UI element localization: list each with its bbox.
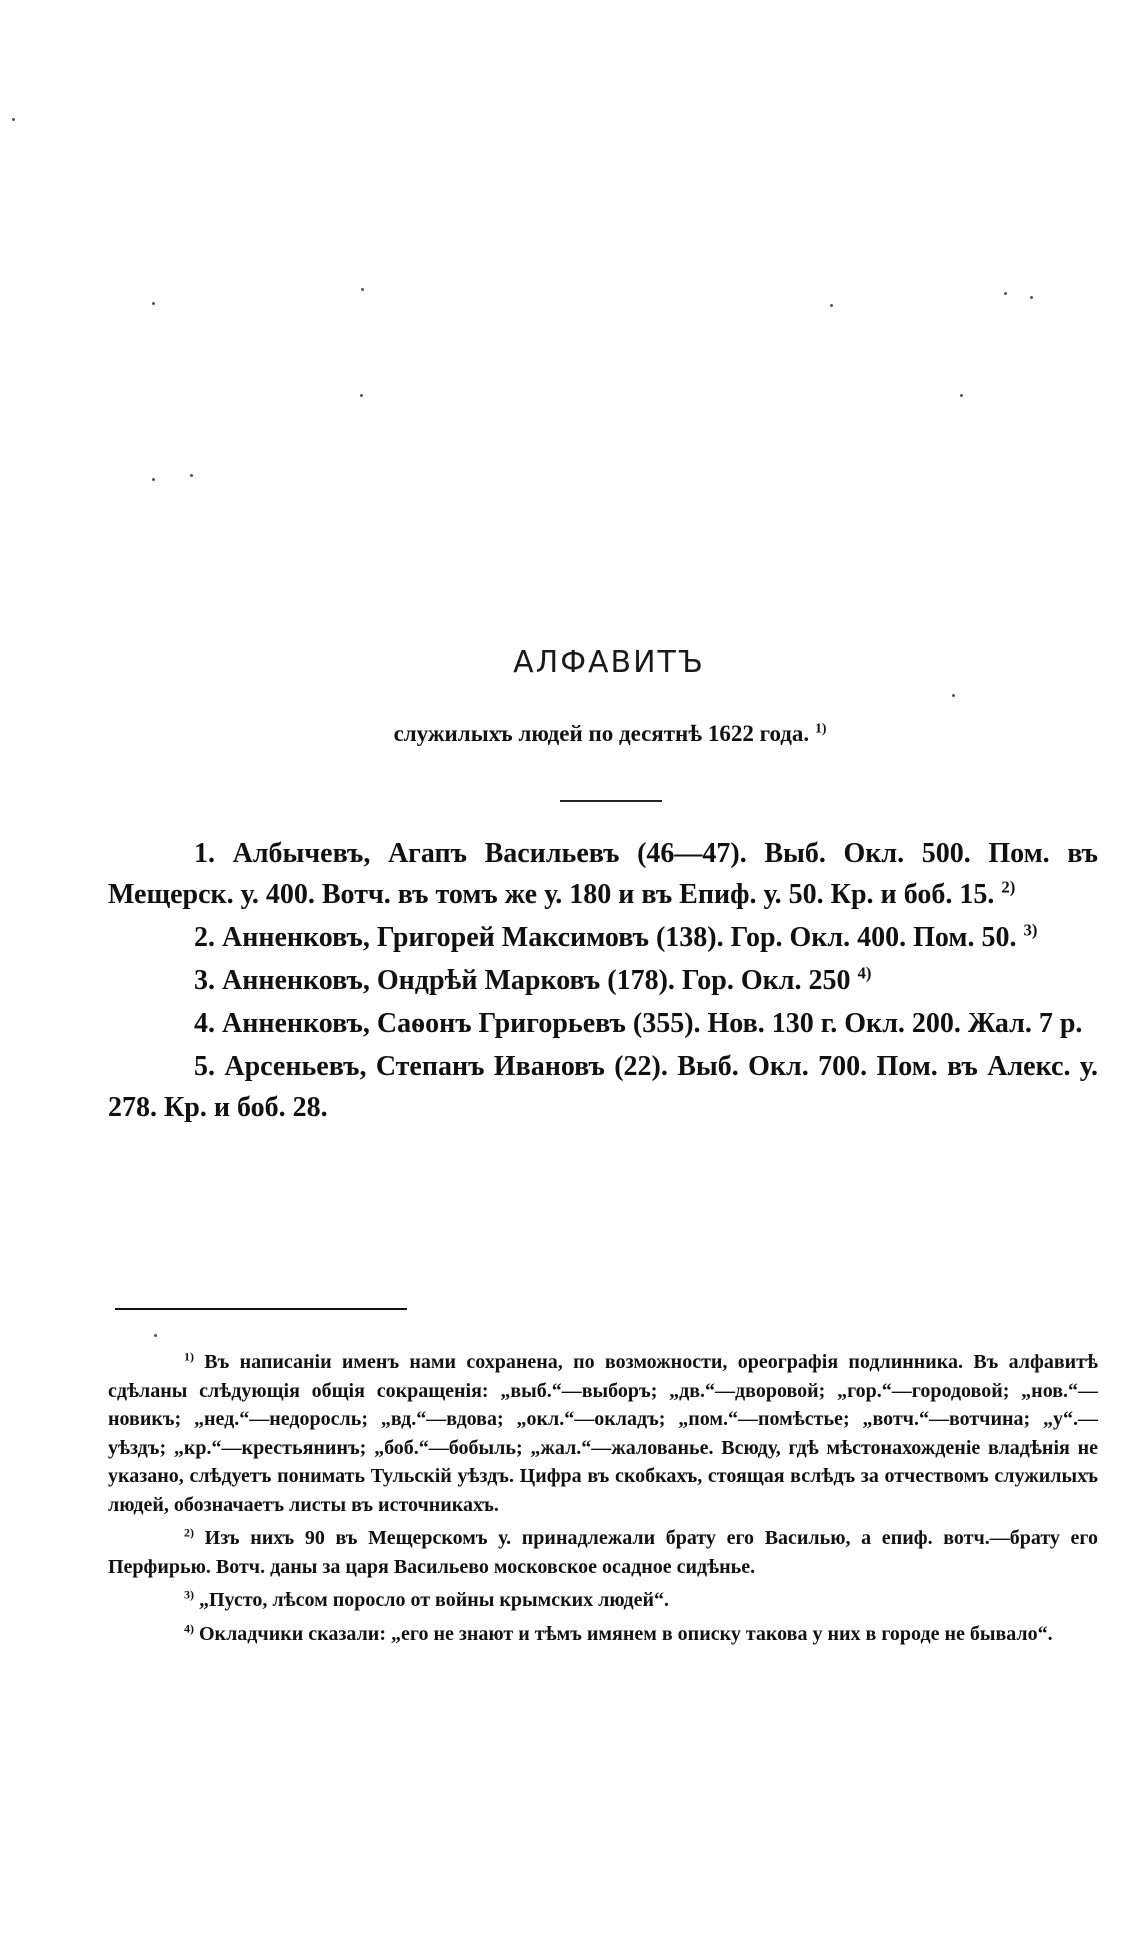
scan-speck: [190, 474, 193, 477]
scan-speck: [360, 394, 363, 397]
scan-speck: [830, 304, 833, 307]
entry-2: [108, 917, 1098, 958]
entry-3: [108, 960, 1098, 1001]
footnote-rule: [115, 1308, 407, 1310]
scan-speck: [960, 394, 963, 397]
page-subtitle: [0, 721, 1140, 747]
entry-text: 4. Анненковъ, Саѳонъ Григорьевъ (355). Нов. 130 г. Окл. 200. Жал. 7 р.: [194, 1008, 1083, 1039]
footnote-mark: 3): [184, 1587, 194, 1602]
footnote-text: Окладчики сказали: „его не знают и тѣмъ имянем в описку такова у них в городе не бывало“.: [199, 1622, 1053, 1645]
footnote-mark: 4): [184, 1620, 194, 1635]
entry-1: [108, 833, 1098, 915]
entry-text: 3. Анненковъ, Ондрѣй Марковъ (178). Гор. Окл. 250: [194, 965, 851, 996]
entry-note-ref: 3): [1023, 920, 1038, 940]
footnote-2: [108, 1524, 1098, 1581]
scan-speck: [154, 1334, 157, 1337]
page-title: АЛФАВИТЪ: [513, 645, 705, 680]
footnote-4: [108, 1620, 1098, 1649]
entry-text: 2. Анненковъ, Григорей Максимовъ (138). Гор. Окл. 400. Пом. 50.: [194, 922, 1017, 953]
entry-text: 5. Арсеньевъ, Степанъ Ивановъ (22). Выб. Окл. 700. Пом. въ Алекс. у. 278. Кр. и боб. 28.: [108, 1051, 1098, 1123]
entry-4: [108, 1003, 1098, 1044]
footnote-mark: 1): [184, 1349, 194, 1364]
entry-text: 1. Албычевъ, Агапъ Васильевъ (46—47). Выб. Окл. 500. Пом. въ Мещерск. у. 400. Вотч. въ томъ же у. 180 и въ Епиф. у. 50. Кр. и боб. 15.: [108, 838, 1098, 910]
subtitle-text: служилыхъ людей по десятнѣ 1622 года.: [393, 721, 810, 746]
scan-speck: [361, 288, 364, 291]
footnote-3: [108, 1586, 1098, 1615]
scan-speck: [1030, 296, 1033, 299]
scan-speck: [1004, 292, 1007, 295]
footnote-text: „Пусто, лѣсом поросло от войны крымских людей“.: [199, 1589, 670, 1611]
scan-speck: [152, 302, 155, 305]
footnote-text: Въ написаніи именъ нами сохранена, по возможности, ореографія подлинника. Въ алфавитѣ сдѣланы слѣдующія общія сокращенія: „выб.“—выборъ; „дв.“—дворовой; „гор.“—городовой; „нов.“—новикъ; „нед.“—недоросль; „вд.“—вдова; „окл.“—окладъ; „пом.“—помѣстье; „вотч.“—вотчина; „у“.—уѣздъ; „кр.“—крестьянинъ; „боб.“—бобыль; „жал.“—жалованье. Всюду, гдѣ мѣстонахожденіе владѣнія не указано, слѣдуетъ понимать Тульскій уѣздъ. Цифра въ скобкахъ, стоящая вслѣдъ за отчествомъ служилыхъ людей, обозначаетъ листы въ источникахъ.: [108, 1351, 1098, 1516]
footnotes: [108, 1348, 1098, 1653]
scan-speck: [952, 694, 955, 697]
footnote-text: Изъ нихъ 90 въ Мещерскомъ у. принадлежали брату его Василью, а епиф. вотч.—брату его Перфирью. Вотч. даны за царя Васильево московское осадное сидѣнье.: [108, 1527, 1099, 1578]
entry-list: [108, 833, 1098, 1130]
scan-speck: [152, 478, 155, 481]
footnote-mark: 2): [184, 1525, 194, 1540]
title-dash-divider: [560, 800, 662, 802]
scan-speck: [12, 118, 15, 121]
subtitle-note-ref: 1): [814, 720, 827, 736]
footnote-1: [108, 1348, 1098, 1519]
entry-5: [108, 1046, 1098, 1128]
entry-note-ref: 4): [857, 963, 872, 983]
entry-note-ref: 2): [1001, 877, 1016, 897]
